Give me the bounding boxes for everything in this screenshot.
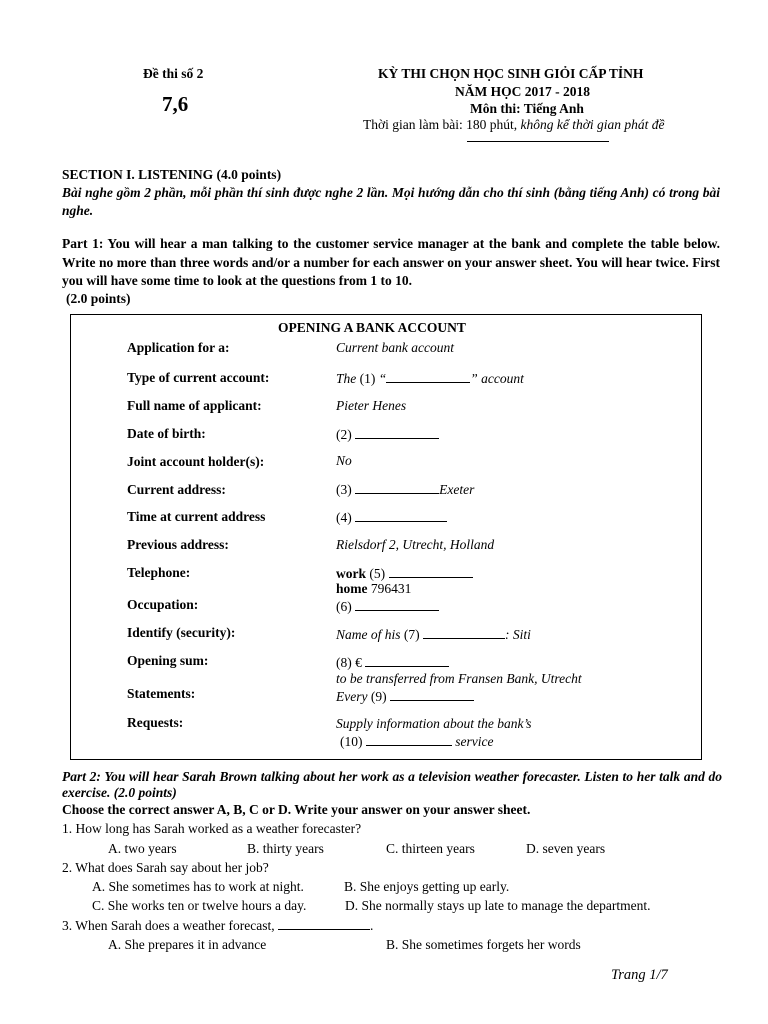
label-statements: Statements: xyxy=(127,686,196,701)
label-previous: Previous address: xyxy=(127,537,229,552)
opening-num: (8) € xyxy=(336,655,362,670)
q2-option-b: B. She enjoys getting up early. xyxy=(344,879,510,894)
label-identify: Identify (security): xyxy=(127,625,236,640)
identify-post: : Siti xyxy=(505,627,531,642)
label-opening: Opening sum: xyxy=(127,653,209,668)
q1-option-c: C. thirteen years xyxy=(386,841,475,856)
q2-option-d: D. She normally stays up late to manage the department. xyxy=(345,898,651,913)
time-num: (4) xyxy=(336,510,352,525)
label-address: Current address: xyxy=(127,482,226,497)
label-occupation: Occupation: xyxy=(127,597,199,612)
type-pre: The xyxy=(336,371,357,386)
time-note: không kể thời gian phát đề xyxy=(520,117,665,132)
q3-option-b: B. She sometimes forgets her words xyxy=(386,937,581,952)
label-requests: Requests: xyxy=(127,715,184,730)
blank-3[interactable] xyxy=(355,481,439,494)
requests-num: (10) xyxy=(340,734,363,749)
part2-instructions: Part 2: You will hear Sarah Brown talking about her work as a television weather forecaster. Listen to her talk and do exercise. (2.0 points) xyxy=(62,769,722,800)
work-label: work xyxy=(336,566,366,581)
value-requests-2 xyxy=(340,733,493,750)
q3-question: 3. When Sarah does a weather forecast, xyxy=(62,918,275,933)
value-type: The (1) “ ” account xyxy=(336,371,524,386)
blank-4[interactable] xyxy=(355,509,447,522)
value-time xyxy=(336,509,447,526)
value-transfer: to be transferred from Fransen Bank, Utrecht xyxy=(336,671,582,686)
q3-blank xyxy=(278,917,370,930)
address-num: (3) xyxy=(336,482,352,497)
label-dob: Date of birth: xyxy=(127,426,206,441)
value-address xyxy=(336,481,474,498)
value-fullname: Pieter Henes xyxy=(336,398,407,413)
value-opening xyxy=(336,654,449,671)
label-application: Application for a: xyxy=(127,340,230,355)
blank-2[interactable] xyxy=(355,426,439,439)
value-identify xyxy=(336,626,531,643)
blank-9[interactable] xyxy=(390,688,474,701)
q2-question: 2. What does Sarah say about her job? xyxy=(62,860,269,875)
value-dob xyxy=(336,426,439,443)
value-occupation xyxy=(336,598,439,615)
home-value: 796431 xyxy=(370,581,412,596)
q1-option-a: A. two years xyxy=(108,841,177,856)
part2-choose: Choose the correct answer A, B, C or D. Write your answer on your answer sheet. xyxy=(62,802,531,817)
school-year: NĂM HỌC 2017 - 2018 xyxy=(455,84,590,99)
blank-10[interactable] xyxy=(366,733,452,746)
section-title: SECTION I. LISTENING (4.0 points) xyxy=(62,167,282,182)
table-title: OPENING A BANK ACCOUNT xyxy=(278,320,466,335)
blank-8[interactable] xyxy=(365,654,449,667)
home-label: home xyxy=(336,581,368,596)
type-num: (1) xyxy=(359,371,376,386)
address-post: Exeter xyxy=(439,482,475,497)
occupation-num: (6) xyxy=(336,599,352,614)
q2-option-c: C. She works ten or twelve hours a day. xyxy=(92,898,307,913)
label-fullname: Full name of applicant: xyxy=(127,398,262,413)
blank-1[interactable] xyxy=(386,370,470,383)
value-requests: Supply information about the bank’s xyxy=(336,716,532,731)
value-statements xyxy=(336,688,474,705)
statements-num: (9) xyxy=(370,689,387,704)
q1-question: 1. How long has Sarah worked as a weather forecaster? xyxy=(62,821,362,836)
score: 7,6 xyxy=(162,92,189,116)
label-joint: Joint account holder(s): xyxy=(127,454,265,469)
value-application: Current bank account xyxy=(336,340,454,355)
type-post: account xyxy=(481,371,524,386)
header-rule xyxy=(467,141,609,142)
requests-post: service xyxy=(455,734,494,749)
time-info xyxy=(363,117,665,133)
part1-points: (2.0 points) xyxy=(66,291,131,306)
section-intro: Bài nghe gồm 2 phần, mỗi phần thí sinh được nghe 2 lần. Mọi hướng dẫn cho thí sinh (bằng tiếng Anh) có trong bài nghe. xyxy=(62,185,720,218)
subject: Môn thi: Tiếng Anh xyxy=(470,101,584,116)
identify-num: (7) xyxy=(403,627,420,642)
value-home xyxy=(336,581,411,597)
dob-num: (2) xyxy=(336,427,352,442)
exam-number: Đề thi số 2 xyxy=(143,66,204,81)
q1-option-b: B. thirty years xyxy=(247,841,324,856)
q3-question-line: 3. When Sarah does a weather forecast, . xyxy=(62,918,374,933)
value-joint: No xyxy=(336,453,352,468)
label-time: Time at current address xyxy=(127,509,266,524)
q2-option-a: A. She sometimes has to work at night. xyxy=(92,879,304,894)
label-telephone: Telephone: xyxy=(127,565,191,580)
label-type: Type of current account: xyxy=(127,370,270,385)
time-prefix: Thời gian làm bài: 180 phút, xyxy=(363,117,521,132)
value-work xyxy=(336,565,473,582)
blank-7[interactable] xyxy=(423,626,505,639)
part1-instructions: Part 1: You will hear a man talking to the customer service manager at the bank and complete the table below. Write no more than three words and/or a number for each answer on your answer sheet. You will hear twice. First you will have some time to look at the questions from 1 to 10. xyxy=(62,236,720,288)
q1-option-d: D. seven years xyxy=(526,841,606,856)
statements-pre: Every xyxy=(336,689,368,704)
page-number: Trang 1/7 xyxy=(611,967,668,983)
value-previous: Rielsdorf 2, Utrecht, Holland xyxy=(336,537,495,552)
q3-option-a: A. She prepares it in advance xyxy=(108,937,267,952)
identify-pre: Name of his xyxy=(336,627,401,642)
work-num: (5) xyxy=(369,566,386,581)
blank-6[interactable] xyxy=(355,598,439,611)
exam-title: KỲ THI CHỌN HỌC SINH GIỎI CẤP TỈNH xyxy=(378,66,644,81)
blank-5[interactable] xyxy=(389,565,473,578)
